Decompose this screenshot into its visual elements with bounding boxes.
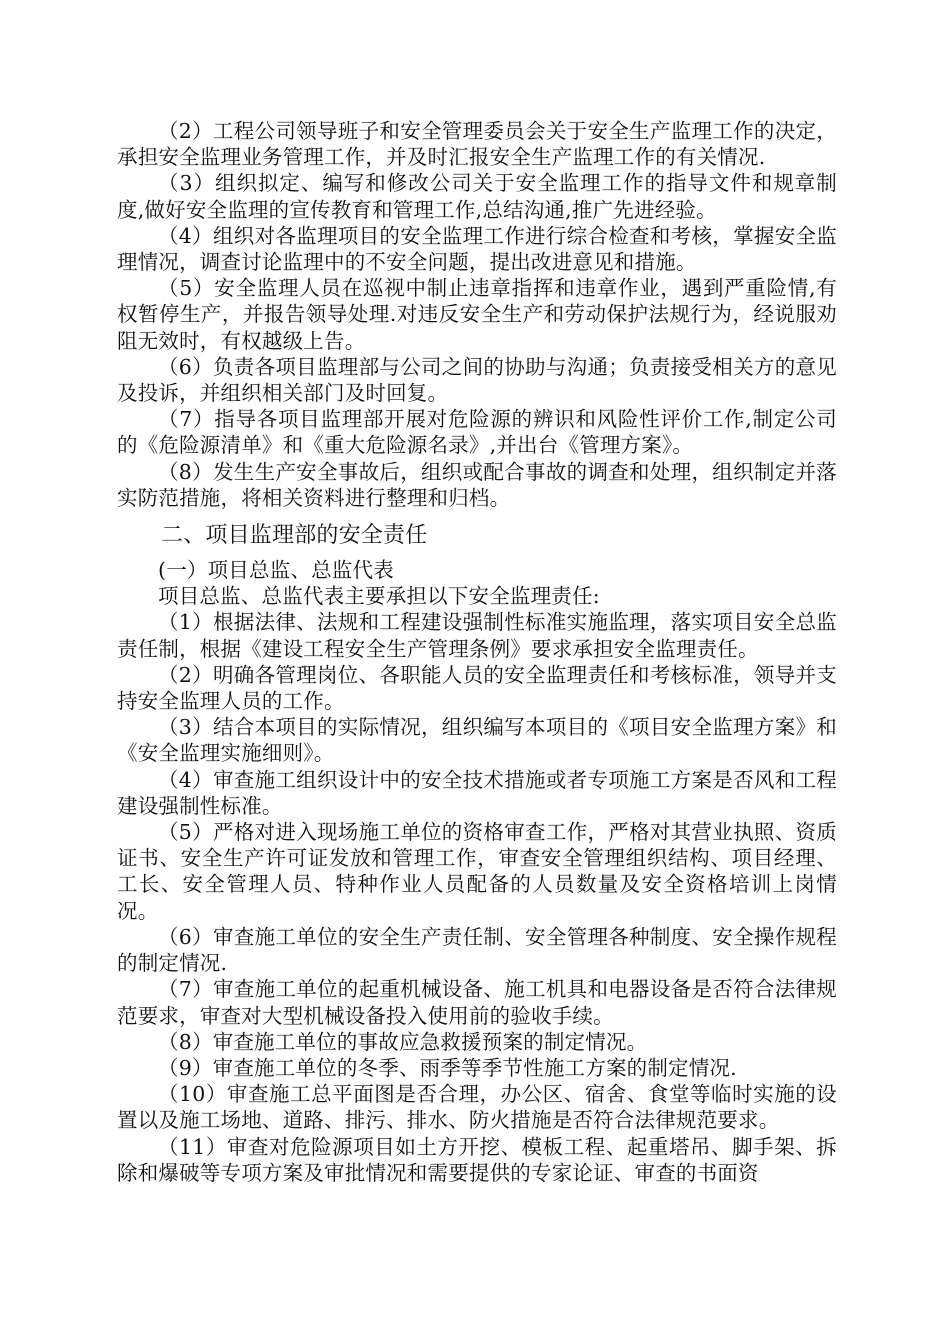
paragraph-item-7: （7）审查施工单位的起重机械设备、施工机具和电器设备是否符合法律规范要求，审查对大型机械设备投入使用前的验收手续。 — [117, 977, 837, 1028]
paragraph-item-5: （5）严格对进入现场施工单位的资格审查工作，严格对其营业执照、资质证书、安全生产许可证发放和管理工作，审查安全管理组织结构、项目经理、工长、安全管理人员、特种作业人员配备的人员数量及安全资格培训上岗情况。 — [117, 820, 837, 923]
paragraph-item-3: （3）结合本项目的实际情况，组织编写本项目的《项目安全监理方案》和《安全监理实施细则》。 — [117, 715, 837, 766]
paragraph-item-1: （1）根据法律、法规和工程建设强制性标准实施监理，落实项目安全总监责任制，根据《建设工程安全生产管理条例》要求承担安全监理责任。 — [117, 610, 837, 661]
paragraph-item-10: （10）审查施工总平面图是否合理，办公区、宿舍、食堂等临时实施的设置以及施工场地、道路、排污、排水、防火措施是否符合法律规范要求。 — [117, 1082, 837, 1133]
paragraph-item-11: （11）审查对危险源项目如土方开挖、模板工程、起重塔吊、脚手架、拆除和爆破等专项方案及审批情况和需要提供的专家论证、审查的书面资 — [117, 1134, 837, 1185]
paragraph-item-9: （9）审查施工单位的冬季、雨季等季节性施工方案的制定情况. — [158, 1055, 737, 1080]
paragraph-item-8: （8）审查施工单位的事故应急救援预案的制定情况。 — [158, 1029, 648, 1054]
document-body — [117, 118, 837, 1186]
paragraph-item-6: （6）审查施工单位的安全生产责任制、安全管理各种制度、安全操作规程的制定情况. — [117, 924, 837, 976]
paragraph-duty-4: （4）组织对各监理项目的安全监理工作进行综合检查和考核，掌握安全监理情况，调查讨论监理中的不安全问题，提出改进意见和措施。 — [117, 223, 837, 275]
paragraph-duty-6: （6）负责各项目监理部与公司之间的协助与沟通；负责接受相关方的意见及投诉，并组织相关部门及时回复。 — [117, 354, 837, 406]
paragraph-duty-8: （8）发生生产安全事故后，组织或配合事故的调查和处理，组织制定并落实防范措施，将相关资料进行整理和归档。 — [117, 459, 837, 510]
subsection-heading: (一）项目总监、总监代表 — [158, 558, 394, 583]
paragraph-duty-5: （5）安全监理人员在巡视中制止违章指挥和违章作业，遇到严重险情,有权暂停生产，并报告领导处理.对违反安全生产和劳动保护法规行为，经说服劝阻无效时，有权越级上告。 — [117, 276, 837, 353]
paragraph-duty-2: （2）工程公司领导班子和安全管理委员会关于安全生产监理工作的决定，承担安全监理业务管理工作，并及时汇报安全生产监理工作的有关情况. — [117, 119, 837, 170]
paragraph-item-2: （2）明确各管理岗位、各职能人员的安全监理责任和考核标准，领导并支持安全监理人员的工作。 — [117, 662, 837, 714]
subsection-intro: 项目总监、总监代表主要承担以下安全监理责任: — [158, 584, 600, 609]
paragraph-duty-3: （3）组织拟定、编写和修改公司关于安全监理工作的指导文件和规章制度,做好安全监理的宣传教育和管理工作,总结沟通,推广先进经验。 — [117, 171, 837, 222]
paragraph-duty-7: （7）指导各项目监理部开展对危险源的辨识和风险性评价工作,制定公司的《危险源清单》和《重大危险源名录》,并出台《管理方案》。 — [117, 407, 837, 458]
paragraph-item-4: （4）审查施工组织设计中的安全技术措施或者专项施工方案是否风和工程建设强制性标准。 — [117, 767, 837, 818]
section-heading: 二、项目监理部的安全责任 — [161, 523, 428, 549]
